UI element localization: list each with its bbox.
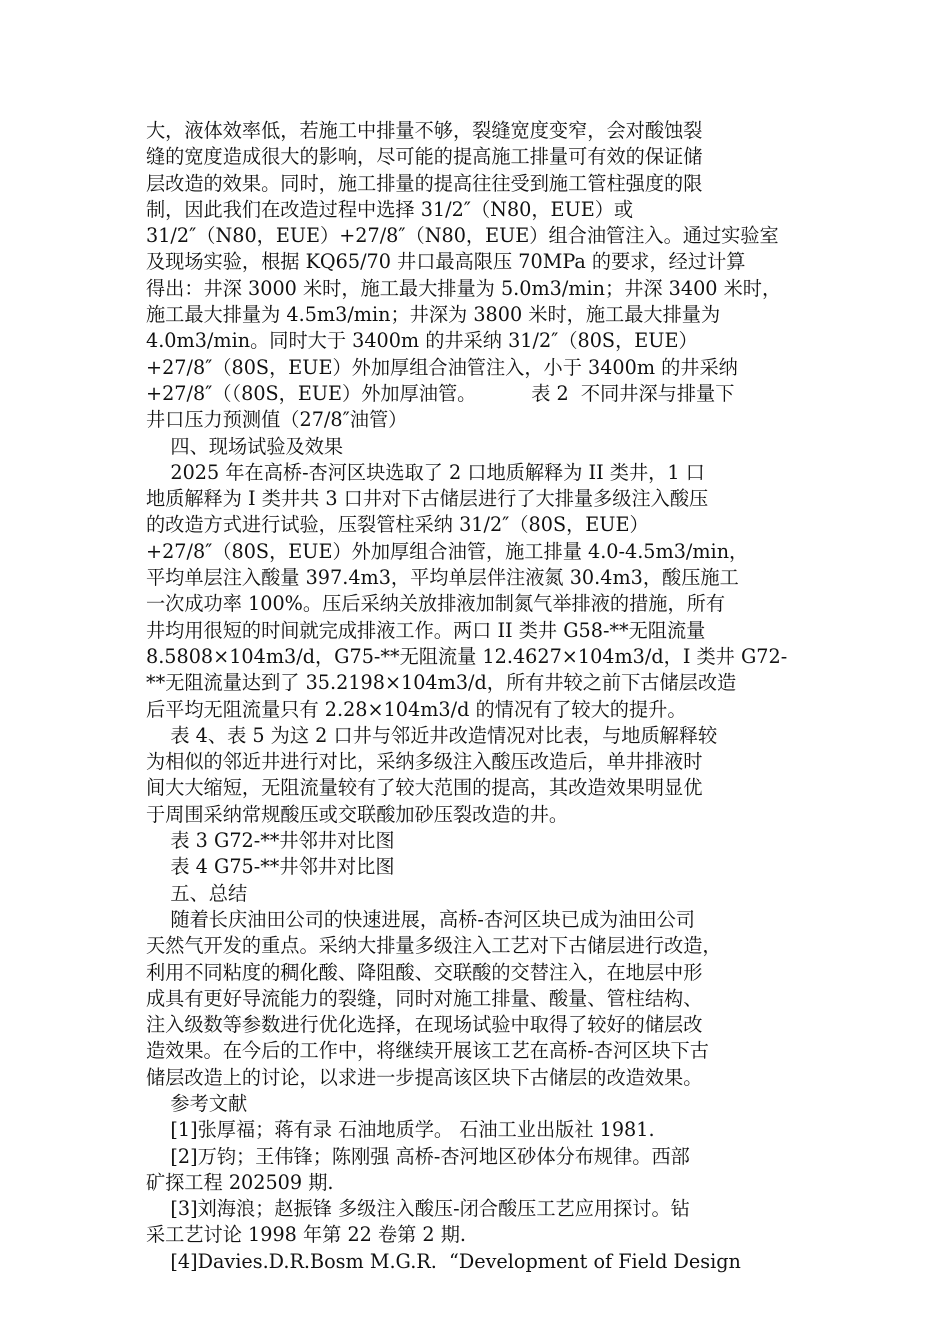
text-line: 为相似的邻近井进行对比，采纳多级注入酸压改造后，单井排液时	[146, 750, 703, 774]
text-line: 参考文献	[146, 1091, 248, 1115]
text-line: +27/8″（80S，EUE）外加厚组合油管，施工排量 4.0-4.5m3/min，	[146, 539, 749, 563]
text-line: 间大大缩短，无阻流量较有了较大范围的提高，其改造效果明显优	[146, 776, 703, 800]
text-line: 施工最大排量为 4.5m3/min；井深为 3800 米时，施工最大排量为	[146, 303, 721, 327]
text-line: 层改造的效果。同时，施工排量的提高往往受到施工管柱强度的限	[146, 171, 703, 195]
text-line: 利用不同粘度的稠化酸、降阻酸、交联酸的交替注入，在地层中形	[146, 960, 703, 984]
text-line: 井均用很短的时间就完成排液工作。两口 II 类井 G58-**无阻流量	[146, 618, 706, 642]
document-body	[146, 118, 816, 1275]
text-line: 一次成功率 100%。压后采纳关放排液加制氮气举排液的措施，所有	[146, 592, 726, 616]
text-line: [2]万钧；王伟锋；陈刚强 高桥-杏河地区砂体分布规律。西部	[146, 1144, 690, 1168]
text-line: 制，因此我们在改造过程中选择 31/2″（N80，EUE）或	[146, 197, 634, 221]
text-line: 造效果。在今后的工作中，将继续开展该工艺在高桥-杏河区块下古	[146, 1039, 709, 1063]
text-line: 2025 年在高桥-杏河区块选取了 2 口地质解释为 II 类井，1 口	[146, 460, 705, 484]
text-line: 于周围采纳常规酸压或交联酸加砂压裂改造的井。	[146, 802, 569, 826]
text-line: +27/8″（（80S，EUE）外加厚油管。 表 2 不同井深与排量下	[146, 381, 735, 405]
text-line: 4.0m3/min。同时大于 3400m 的井采纳 31/2″（80S，EUE）	[146, 329, 698, 353]
text-line: 井口压力预测值（27/8″油管）	[146, 408, 408, 432]
text-line: 五、总结	[146, 881, 248, 905]
text-line: 成具有更好导流能力的裂缝，同时对施工排量、酸量、管柱结构、	[146, 986, 703, 1010]
text-line: 地质解释为 I 类井共 3 口井对下古储层进行了大排量多级注入酸压	[146, 487, 709, 511]
text-line: 随着长庆油田公司的快速进展，高桥-杏河区块已成为油田公司	[146, 907, 695, 931]
text-line: 储层改造上的讨论，以求进一步提高该区块下古储层的改造效果。	[146, 1065, 703, 1089]
text-line: 表 3 G72-**井邻井对比图	[146, 829, 395, 853]
text-line: 平均单层注入酸量 397.4m3，平均单层伴注液氮 30.4m3，酸压施工	[146, 566, 739, 590]
text-line: [1]张厚福；蒋有录 石油地质学。 石油工业出版社 1981.	[146, 1118, 655, 1142]
text-line: [3]刘海浪；赵振锋 多级注入酸压-闭合酸压工艺应用探讨。钻	[146, 1197, 690, 1221]
text-line: 矿探工程 202509 期.	[146, 1170, 334, 1194]
text-line: 31/2″（N80，EUE）+27/8″（N80，EUE）组合油管注入。通过实验室	[146, 224, 779, 248]
text-line: 及现场实验，根据 KQ65/70 井口最高限压 70MPa 的要求，经过计算	[146, 250, 746, 274]
text-line: 天然气开发的重点。采纳大排量多级注入工艺对下古储层进行改造，	[146, 934, 722, 958]
text-line: 后平均无阻流量只有 2.28×104m3/d 的情况有了较大的提升。	[146, 697, 687, 721]
text-line: 四、现场试验及效果	[146, 434, 344, 458]
text-line: 注入级数等参数进行优化选择，在现场试验中取得了较好的储层改	[146, 1013, 703, 1037]
text-line: 表 4、表 5 为这 2 口井与邻近井改造情况对比表，与地质解释较	[146, 723, 718, 747]
text-line: 采工艺讨论 1998 年第 22 卷第 2 期.	[146, 1223, 467, 1247]
text-line: **无阻流量达到了 35.2198×104m3/d，所有井较之前下古储层改造	[146, 671, 737, 695]
text-line: 得出：井深 3000 米时，施工最大排量为 5.0m3/min；井深 3400 米时，	[146, 276, 782, 300]
text-line: +27/8″（80S，EUE）外加厚组合油管注入，小于 3400m 的井采纳	[146, 355, 738, 379]
text-line: 8.5808×104m3/d，G75-**无阻流量 12.4627×104m3/d，I 类井 G72-	[146, 644, 788, 668]
text-line: 大，液体效率低，若施工中排量不够，裂缝宽度变窄，会对酸蚀裂	[146, 119, 703, 142]
text-line: 的改造方式进行试验，压裂管柱采纳 31/2″（80S，EUE）	[146, 513, 649, 537]
text-line: 表 4 G75-**井邻井对比图	[146, 855, 395, 879]
text-line: 缝的宽度造成很大的影响，尽可能的提高施工排量可有效的保证储	[146, 145, 703, 169]
text-line: [4]Davies.D.R.Bosm M.G.R. “Development of Field Design	[146, 1249, 741, 1273]
